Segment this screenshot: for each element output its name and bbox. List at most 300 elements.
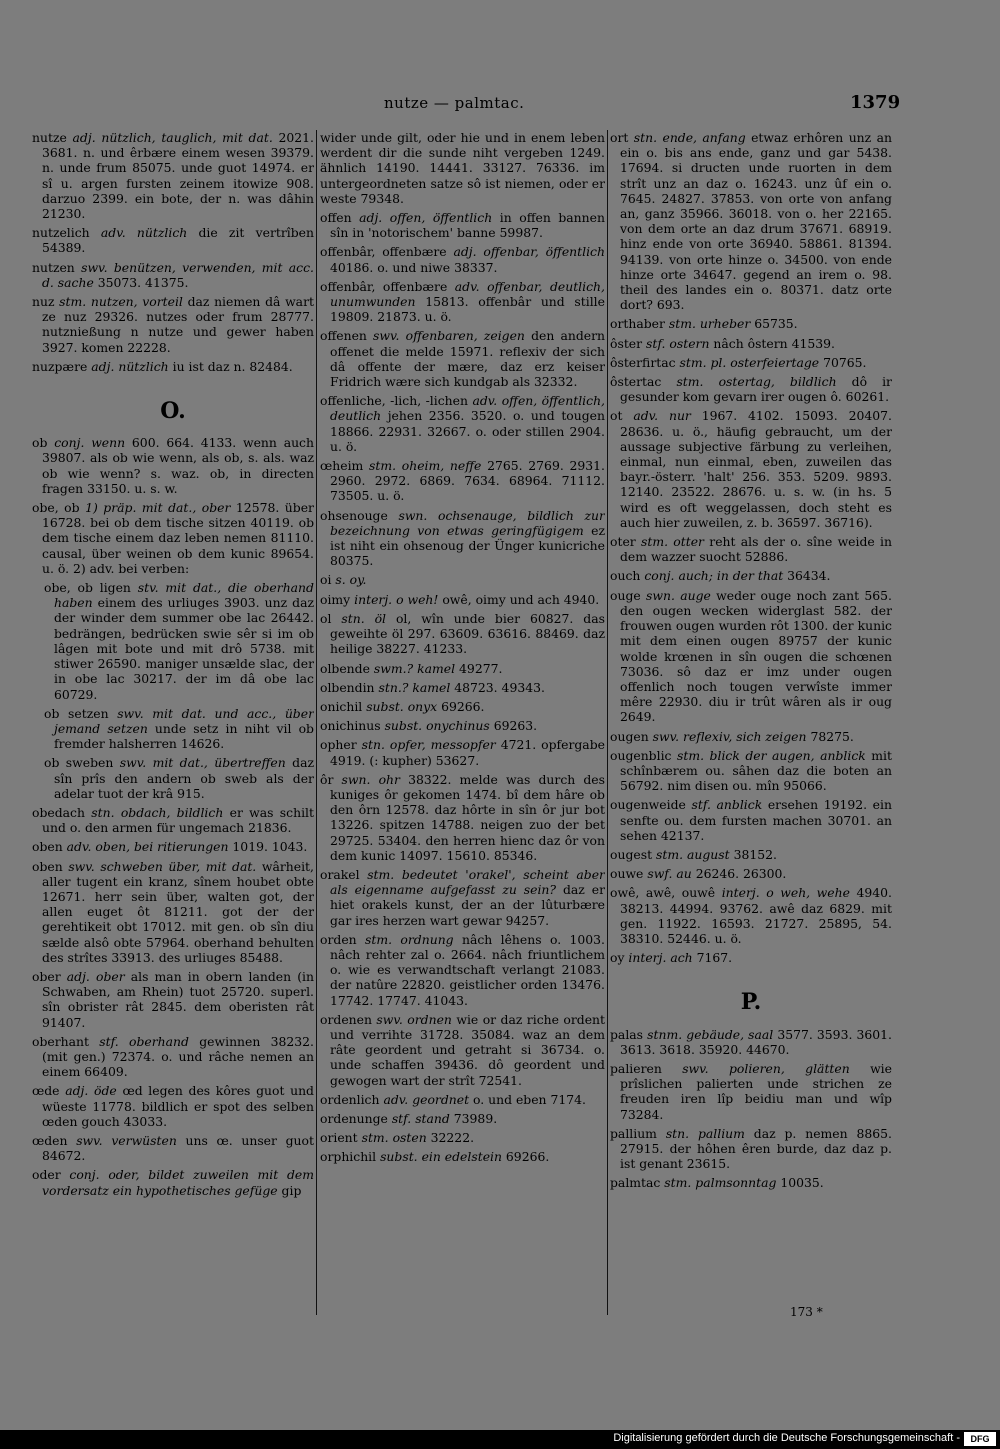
entry-pos: adv.: [472, 393, 498, 409]
entry-text: wider unde gilt, oder hie und in enem leben werdent dir die sunde niht vergeben 1249. ähnlich 14190. 14441. 33127. 76336. im untergeordneten satze sô ist niemen, oder er weste 79348.: [320, 130, 605, 206]
entry-lemma: offenbâr, offenbære: [320, 244, 447, 260]
dictionary-entry: [320, 1111, 605, 1126]
entry-gloss: stand: [415, 1110, 450, 1126]
footer-credit: Digitalisierung gefördert durch die Deutsche Forschungsgemeinschaft -: [613, 1432, 960, 1444]
dictionary-entry: [320, 508, 605, 569]
entry-gloss: bedeutet 'orakel', scheint aber als eigenname aufgefasst zu sein?: [330, 866, 605, 898]
entry-lemma: owê, awê, ouwê: [610, 885, 716, 901]
entry-lemma: olbendin: [320, 679, 375, 695]
dictionary-entry: [32, 805, 314, 835]
entry-lemma: ob setzen: [44, 705, 109, 721]
entry-text: daz niemen dâ wart ze nuz 29326. nutzes oder frum 28777. nutznießung n nutze und gewer haben 3927. komen 22228.: [42, 294, 314, 355]
entry-pos: stn.: [91, 804, 115, 820]
entry-gloss: o weh, wehe: [766, 885, 850, 901]
entry-gloss: mit dat., ober: [141, 500, 231, 516]
entry-gloss: obdach, bildlich: [120, 804, 224, 820]
entry-pos: swn.: [646, 587, 675, 603]
entry-lemma: ol: [320, 610, 332, 626]
entry-pos: swv.: [117, 705, 144, 721]
entry-gloss: ohr: [378, 771, 400, 787]
entry-text: 4721. opfergabe 4919. (: kupher) 53627.: [330, 737, 605, 768]
dictionary-entry: [320, 592, 605, 607]
entry-gloss: nützlich, tauglich, mit dat.: [101, 130, 273, 145]
entry-lemma: olbende: [320, 660, 370, 676]
entry-gloss: anblick: [716, 797, 763, 813]
entry-text: in offen bannen sîn in 'notorischem' banne 59987.: [330, 210, 605, 241]
dictionary-entry: [610, 847, 892, 862]
entry-text: nâch ôstern 41539.: [713, 335, 835, 351]
entry-text: owê, oimy und ach 4940.: [442, 591, 600, 607]
entry-pos: swv.: [376, 1011, 403, 1027]
entry-gloss: kamel: [417, 660, 456, 676]
section-heading: O.: [160, 398, 186, 425]
entry-lemma: oder: [32, 1167, 61, 1183]
entry-lemma: nuzpære: [32, 358, 88, 374]
signature-mark: 173 *: [790, 1305, 823, 1319]
entry-text: 4940. 38213. 44994. 93762. awê daz 6829. mit gen. 11922. 16593. 21727. 25895, 54. 38310. 52446. u. ö.: [620, 885, 892, 946]
entry-pos: stm.: [676, 374, 704, 390]
entry-text: wie prîslichen palierten unde strichen ze freuden iren lîp beidiu man und wîp 73284.: [620, 1060, 892, 1122]
entry-lemma: palmtac: [610, 1175, 661, 1191]
dictionary-entry: [320, 867, 605, 928]
entry-gloss: mit dat. und acc., über jemand setzen: [54, 705, 314, 736]
entry-pos: stf.: [391, 1110, 412, 1126]
entry-lemma: offenbâr, offenbære: [320, 278, 448, 294]
entry-gloss: benützen, verwenden, mit acc. d. sache: [42, 259, 314, 290]
column-divider: [607, 130, 608, 1315]
entry-text: 32222.: [430, 1130, 475, 1146]
entry-lemma: ob: [32, 435, 48, 451]
entry-pos: adj.: [66, 968, 90, 984]
entry-pos: adv.: [633, 408, 659, 424]
section-heading: P.: [740, 989, 762, 1016]
dictionary-entry: [610, 1027, 892, 1057]
dictionary-entry: [320, 661, 605, 676]
dictionary-entry: [320, 699, 605, 714]
page-number: 1379: [850, 92, 901, 113]
entry-lemma: œheim: [320, 458, 364, 474]
dictionary-entry: [320, 1130, 605, 1145]
entry-pos: adj.: [72, 130, 96, 145]
dictionary-entry: [32, 500, 314, 576]
entry-lemma: offen: [320, 210, 352, 226]
entry-text: wârheit, aller tugent ein kranz, sînem houbet obte 12671. herr sein über, walten got, der allen euget ôt 81211. got der der gerehtikeit obt 17012. mit gen. ob sîn diu sælde alsô obte 57964. oberhand behulten des strîtes 33913. des urliuges 85488.: [42, 858, 314, 965]
entry-lemma: ôstertac: [610, 374, 662, 390]
entry-text: 2765. 2769. 2931. 2960. 2972. 6869. 7634. 68964. 71112. 73505. u. ö.: [330, 458, 605, 504]
entry-gloss: öl: [374, 610, 387, 626]
entry-text: 15813. offenbâr und stille 19809. 21873. u. ö.: [330, 294, 605, 325]
dictionary-entry: [610, 568, 892, 583]
entry-text: daz sîn prîs den andern ob sweb als der adelar tuot der krâ 915.: [54, 755, 314, 801]
entry-pos: swv.: [76, 1132, 103, 1148]
entry-lemma: obe, ob: [32, 500, 80, 516]
entry-pos: conj.: [644, 568, 675, 584]
entry-text: 10035.: [780, 1175, 824, 1191]
entry-pos: swn.: [398, 507, 428, 523]
entry-text: 38322. melde was durch des kuniges ôr gekomen 1474. bî dem hâre ob den ôrn 12578. daz hôrte in sîn ôr jur bot 13226. spitzen 14788. neigen zuo der bet 29725. 53404. den herren hienc daz ôr von dem kunic 14097. 15610. 85346.: [330, 771, 605, 863]
entry-text: 65735.: [754, 316, 798, 332]
entry-gloss: verwüsten: [111, 1132, 177, 1148]
entry-gloss: o weh!: [396, 591, 439, 607]
dictionary-entry: [44, 755, 314, 801]
dictionary-entry: [32, 294, 314, 355]
dictionary-entry: [610, 534, 892, 564]
entry-gloss: öde: [94, 1083, 117, 1099]
entry-text: nâch lêhens o. 1003. nâch rehter zal o. 2664. nâch friuntlichem o. wie es verwandtschaft verlangt 21083. der natûre 22820. geistlicher orden 13476. 17742. 17747. 41043.: [330, 931, 605, 1008]
entry-text: ersehen 19192. ein senfte ou. dem fursten machen 30701. an sehen 42137.: [620, 797, 892, 843]
entry-pos: stm.: [369, 458, 397, 474]
entry-lemma: orphichil: [320, 1149, 377, 1165]
entry-lemma: onichil: [320, 698, 363, 714]
entry-gloss: ochsenauge, bildlich zur bezeichnung von etwas geringfügigem: [330, 507, 605, 538]
entry-text: 49277.: [459, 660, 503, 676]
entry-text: iu ist daz n. 82484.: [172, 358, 293, 374]
entry-text: 73989.: [453, 1110, 498, 1126]
dictionary-entry: [320, 932, 605, 1008]
entry-lemma: ort: [610, 130, 629, 145]
entry-text: dô ir gesunder kom gevarn irer ougen ô. 60261.: [620, 374, 892, 405]
entry-gloss: auge: [680, 587, 711, 603]
entry-gloss: geordnet: [412, 1091, 470, 1107]
column-right: [610, 130, 892, 1320]
entry-pos: interj.: [354, 591, 393, 607]
entry-lemma: oberhant: [32, 1033, 89, 1049]
dictionary-entry: [320, 393, 605, 454]
entry-gloss: ende, anfang: [662, 130, 746, 145]
dictionary-entry: [610, 1175, 892, 1190]
entry-pos: adj.: [359, 210, 383, 226]
entry-gloss: offenbar, öffentlich: [483, 244, 605, 260]
entry-lemma: ordenunge: [320, 1110, 388, 1126]
entry-lemma: ordenen: [320, 1011, 372, 1027]
entry-gloss: ober: [95, 968, 125, 984]
entry-gloss: nützlich: [136, 225, 188, 241]
dictionary-entry: [320, 772, 605, 863]
entry-gloss: ordnen: [407, 1011, 452, 1027]
entry-gloss: mit dat., die oberhand haben: [54, 580, 314, 611]
entry-text: 1019. 1043.: [232, 839, 308, 855]
entry-gloss: offenbaren, zeigen: [405, 328, 525, 344]
entry-lemma: obedach: [32, 804, 85, 820]
entry-pos: stn.: [633, 130, 658, 145]
entry-pos: stnm.: [647, 1026, 683, 1042]
dictionary-entry: [320, 1149, 605, 1164]
entry-lemma: ougen: [610, 728, 649, 744]
entry-lemma: ouge: [610, 587, 641, 603]
entry-pos: interj.: [628, 950, 667, 966]
entry-gloss: opfer, messopfer: [389, 737, 496, 753]
entry-lemma: onichinus: [320, 718, 381, 734]
entry-gloss: nutzen, vorteil: [90, 294, 183, 310]
page-header: [0, 92, 1000, 116]
dictionary-entry: [610, 729, 892, 744]
entry-pos: adv.: [66, 839, 92, 855]
dictionary-entry: [320, 458, 605, 504]
entry-text: 40186. o. und niwe 38337.: [330, 259, 498, 275]
entry-lemma: orthaber: [610, 316, 665, 332]
entry-pos: stm. pl.: [679, 354, 727, 370]
running-head: nutze — palmtac.: [384, 94, 525, 112]
entry-text: 7167.: [696, 950, 733, 966]
entry-lemma: nuz: [32, 294, 55, 310]
entry-pos: stm.: [59, 294, 87, 310]
entry-gloss: reflexiv, sich zeigen: [683, 728, 807, 744]
entry-text: o. und eben 7174.: [473, 1091, 586, 1107]
dictionary-entry: [610, 1061, 892, 1122]
entry-gloss: offen, öffentlich: [389, 210, 493, 226]
entry-lemma: oter: [610, 534, 636, 550]
dictionary-entry: [320, 328, 605, 389]
entry-pos: stm.: [656, 846, 684, 862]
entry-text: ez ist niht ein ohsenoug der Ünger kunicriche 80375.: [330, 522, 605, 569]
column-divider: [316, 130, 317, 1315]
dictionary-entry: [44, 706, 314, 752]
entry-pos: stf.: [646, 335, 666, 351]
dictionary-entry: [610, 130, 892, 312]
dictionary-entry: [32, 1083, 314, 1129]
entry-pos: swv.: [373, 328, 400, 344]
entry-pos: swm.?: [373, 660, 414, 676]
entry-pos: adj.: [91, 358, 115, 374]
entry-pos: subst.: [380, 1149, 418, 1165]
entry-gloss: onyx: [407, 698, 438, 714]
entry-text: etwaz erhôren unz an ein o. bis ans ende, ganz und gar 5438. 17694. si dructen unde ruorten in dem strît unz an daz o. 16243. unz ûf ein o. 7645. 24827. 37853. von orte von anfang an, ganz 35966. 36018. von o. her 22165. von dem orte an daz drum 37671. 68919. hinz ende von orte 36940. 58861. 81394. 94139. von orte hinze o. 34500. von ende hinze orte 34647. gegend an irem o. 98. theil des landes ein o. 80371. datz orte dort? 693.: [620, 130, 892, 313]
entry-text: gewinnen 38232. (mit gen.) 72374. o. und râche nemen an einem 66409.: [42, 1033, 314, 1080]
dictionary-entry: [320, 1012, 605, 1088]
dictionary-entry: [610, 950, 892, 965]
entry-text: unde setz in niht vil ob fremder halsherren 14626.: [54, 720, 314, 752]
dictionary-entry: [320, 718, 605, 733]
entry-lemma: oy: [610, 950, 625, 966]
entry-text: daz er hiet orakels kunst, der an der lûturbære gar ires herzen wart gewar 94257.: [330, 882, 605, 928]
entry-pos: subst.: [384, 718, 423, 734]
dictionary-entry: [32, 1034, 314, 1080]
entry-pos: subst.: [366, 698, 404, 714]
entry-pos: adj.: [65, 1083, 89, 1099]
entry-pos: conj.: [69, 1167, 100, 1183]
entry-lemma: œden: [32, 1132, 68, 1148]
entry-lemma: ot: [610, 408, 623, 424]
entry-pos: stm.: [677, 747, 705, 763]
entry-lemma: ober: [32, 968, 61, 984]
entry-text: 70765.: [823, 354, 867, 370]
entry-lemma: obe, ob ligen: [44, 580, 131, 596]
entry-gloss: ordnung: [400, 931, 454, 947]
dictionary-entry: [44, 580, 314, 702]
entry-pos: interj.: [721, 885, 760, 901]
dictionary-entry: [610, 374, 892, 404]
entry-lemma: palieren: [610, 1060, 662, 1076]
entry-lemma: ougest: [610, 846, 653, 862]
dictionary-entry: [320, 680, 605, 695]
dictionary-entry: [610, 355, 892, 370]
entry-gloss: s. oy.: [335, 572, 367, 588]
dictionary-entry: [320, 210, 605, 240]
entry-gloss: offenbar, deutlich, unumwunden: [330, 278, 605, 310]
entry-lemma: nutze: [32, 130, 67, 145]
entry-pos: adj.: [453, 244, 477, 260]
entry-text: 12578. über 16728. bei ob dem tische sitzen 40119. ob dem tische einem daz leben nemen 81110. causal, über weinen ob dem kunic 89654. u. ö. 2) adv. bei verben:: [42, 500, 314, 576]
entry-gloss: urheber: [699, 316, 751, 332]
entry-text: ol, wîn unde bier 60827. das geweihte öl 297. 63609. 63616. 88469. daz heilige 38227. 41233.: [330, 610, 605, 657]
dictionary-entry: [610, 316, 892, 331]
dictionary-entry: [610, 885, 892, 946]
entry-text: daz p. nemen 8865. 27915. der hôhen êren burde, daz daz p. ist genant 23615.: [620, 1125, 892, 1172]
entry-lemma: ôsterfirtac: [610, 354, 676, 370]
entry-gloss: nur: [668, 408, 691, 424]
entry-pos: swv.: [652, 728, 680, 744]
entry-lemma: opher: [320, 737, 357, 753]
entry-text: œd legen des kôres guot und wüeste 11778. bildlich er spot des selben œden gouch 43033.: [42, 1083, 314, 1129]
dictionary-entry: [32, 130, 314, 221]
entry-pos: stm.: [367, 866, 395, 882]
dictionary-entry: [32, 839, 314, 854]
entry-text: 35073. 41375.: [97, 274, 189, 290]
entry-gloss: gebäude, saal: [686, 1026, 774, 1042]
entry-lemma: orakel: [320, 866, 360, 882]
dictionary-entry: [610, 408, 892, 530]
dictionary-entry: [320, 572, 605, 587]
entry-gloss: oder, bildet zuweilen mit dem vordersatz ein hypothetisches gefüge: [42, 1167, 314, 1198]
entry-pos: swv.: [68, 858, 95, 874]
entry-text: 1967. 4102. 15093. 20407. 28636. u. ö., häufig gebraucht, um der aussage subjective färbung zu verleihen, einmal, nun einmal, eben, zuweilen das bayr.-österr. 'halt' 256. 353. 5209. 9893. 12140. 23522. 28676. u. s. w. (in hs. 5 wird es oft weggelassen, doch steht es auch hier zuweilen, z. b. 36597. 36716).: [620, 408, 892, 530]
entry-text: 69266.: [505, 1149, 550, 1165]
entry-pos: stm.: [664, 1175, 692, 1191]
dictionary-entry: [32, 1133, 314, 1163]
entry-gloss: schweben über, mit dat.: [100, 858, 257, 874]
entry-lemma: ouwe: [610, 866, 644, 882]
entry-pos: stm.: [640, 534, 669, 550]
entry-text: 26246. 26300.: [695, 866, 787, 882]
entry-pos: 1) präp.: [85, 500, 137, 516]
entry-lemma: oi: [320, 572, 332, 588]
entry-gloss: oheim, neffe: [401, 458, 482, 474]
entry-pos: stn.: [361, 737, 385, 753]
dictionary-entry: [610, 1126, 892, 1172]
entry-gloss: osterfeiertage: [730, 354, 820, 370]
dfg-logo[interactable]: DFG: [964, 1432, 996, 1446]
entry-lemma: œde: [32, 1083, 60, 1099]
entry-lemma: ohsenouge: [320, 507, 388, 523]
entry-text: mit schînbærem ou. sâhen daz die boten an 56792. nim disen ou. mîn 95066.: [620, 747, 892, 794]
entry-gloss: ostern: [669, 335, 710, 351]
entry-pos: swf.: [647, 866, 673, 882]
entry-lemma: nutzen: [32, 259, 75, 275]
entry-lemma: offenliche, -lich, -lichen: [320, 393, 468, 409]
entry-pos: adv.: [100, 225, 126, 241]
entry-gloss: palmsonntag: [695, 1175, 777, 1191]
entry-lemma: ordenlich: [320, 1091, 380, 1107]
entry-gloss: ein edelstein: [421, 1149, 502, 1165]
entry-lemma: ôr: [320, 771, 334, 787]
dictionary-entry: [32, 225, 314, 255]
entry-gloss: mit dat., übertreffen: [152, 755, 286, 771]
entry-text: 2021. 3681. n. und êrbære einem wesen 39379. n. unde frum 85075. unde guot 14974. er sî u. argen fursten zeinem itowize 908. darzuo 2399. ein bote, der n. was dâhin 21230.: [42, 130, 314, 222]
entry-text: 38152.: [733, 846, 777, 862]
entry-lemma: ouch: [610, 568, 641, 584]
dictionary-entry: [32, 859, 314, 965]
entry-text: die zit vertrîben 54389.: [42, 225, 314, 256]
entry-text: 69263.: [493, 718, 538, 734]
entry-gloss: august: [686, 846, 730, 862]
entry-gloss: polieren, glätten: [728, 1060, 850, 1076]
entry-pos: stm.: [365, 931, 393, 947]
entry-text: 78275.: [810, 728, 854, 744]
entry-pos: swv.: [682, 1060, 709, 1076]
entry-text: 36434.: [787, 568, 831, 584]
entry-lemma: nutzelich: [32, 225, 90, 241]
dictionary-entry: [610, 588, 892, 725]
dictionary-entry: [320, 279, 605, 325]
entry-lemma: ougenweide: [610, 797, 686, 813]
dictionary-entry: [610, 336, 892, 351]
entry-gloss: onychinus: [426, 718, 490, 734]
dictionary-entry: [32, 435, 314, 496]
entry-pos: swv.: [119, 755, 147, 771]
entry-gloss: pallium: [697, 1125, 745, 1141]
column-middle: [320, 130, 605, 1320]
dictionary-entry: [610, 748, 892, 794]
entry-gloss: oben, bei ritierungen: [95, 839, 229, 855]
entry-lemma: oben: [32, 858, 63, 874]
entry-lemma: ôster: [610, 335, 643, 351]
entry-text: weder ouge noch zant 565. den ougen wecken widerglast 582. der frouwen ougen wurden rôt 1300. der kunic mit dem einen ougen 89757 der kunic wolde krœnen in sîn ougen die schœnen 73036. sô daz er imz under ougen offenlich noch tougen verwîste immer mêre 22930. diu ir trût wâren als ir oug 2649.: [620, 587, 892, 725]
entry-text: als man in obern landen (in Schwaben, am Rhein) tuot 25720. superl. sîn obrister rât 2845. dem oberisten rât 91407.: [42, 968, 314, 1030]
entry-pos: adv.: [383, 1091, 409, 1107]
entry-text: jehen 2356. 3520. o. und tougen 18866. 22931. 32667. o. oder stillen 2904. u. ö.: [330, 408, 605, 454]
column-left: [32, 130, 314, 1320]
dictionary-entry: [320, 130, 605, 206]
entry-lemma: oimy: [320, 591, 351, 607]
dictionary-entry: [32, 969, 314, 1030]
entry-text: einem des urliuges 3903. unz daz der winder dem summer obe lac 26442. bedrängen, bedrücken swie sêr si im ob lâgen mit bote und mit drô 5738. mit stiwer 26590. maniger unsælde slac, der in obe lac 30217. der im dâ obe lac 60729.: [54, 595, 314, 702]
dictionary-entry: [32, 1167, 314, 1197]
entry-gloss: osten: [392, 1130, 427, 1146]
entry-pos: adv.: [454, 278, 480, 294]
entry-lemma: ob sweben: [44, 755, 114, 771]
entry-gloss: ostertag, bildlich: [718, 374, 837, 390]
dictionary-entry: [610, 797, 892, 843]
dictionary-entry: [32, 359, 314, 374]
entry-text: reht als der o. sîne weide in dem wazzer suocht 52886.: [620, 534, 892, 565]
entry-pos: stf.: [691, 797, 711, 813]
entry-pos: stm.: [361, 1130, 389, 1146]
entry-gloss: kamel: [412, 679, 451, 695]
entry-gloss: wenn: [91, 435, 126, 451]
dictionary-entry: [32, 260, 314, 290]
entry-text: 600. 664. 4133. wenn auch 39807. als ob wie wenn, als ob, s. als. waz ob wie wenn? s. waz. ob, in directen fragen 33150. u. s. w.: [42, 435, 314, 496]
entry-gloss: nützlich: [118, 358, 169, 374]
entry-gloss: auch; in der that: [678, 568, 784, 584]
entry-text: 48723. 49343.: [454, 679, 545, 695]
entry-pos: stn.: [665, 1125, 690, 1141]
entry-text: uns œ. unser guot 84672.: [42, 1132, 314, 1164]
entry-pos: stn.: [341, 610, 365, 626]
dictionary-entry: [320, 611, 605, 657]
footer-bar: [0, 1430, 1000, 1449]
entry-pos: swv.: [81, 259, 108, 275]
entry-pos: conj.: [54, 435, 85, 451]
entry-gloss: otter: [673, 534, 704, 550]
entry-lemma: palas: [610, 1026, 644, 1042]
entry-pos: swn.: [341, 771, 371, 787]
entry-pos: stv.: [137, 580, 159, 596]
entry-lemma: offenen: [320, 328, 367, 344]
dictionary-entry: [610, 866, 892, 881]
entry-lemma: orient: [320, 1130, 358, 1146]
entry-text: wie or daz riche ordent und verrihte 31728. 35084. waz an dem râte geordent und getraht si 36734. o. unde schaffen 39436. dô geordent und gewogen wart der strît 72541.: [330, 1011, 605, 1088]
entry-lemma: oben: [32, 839, 63, 855]
